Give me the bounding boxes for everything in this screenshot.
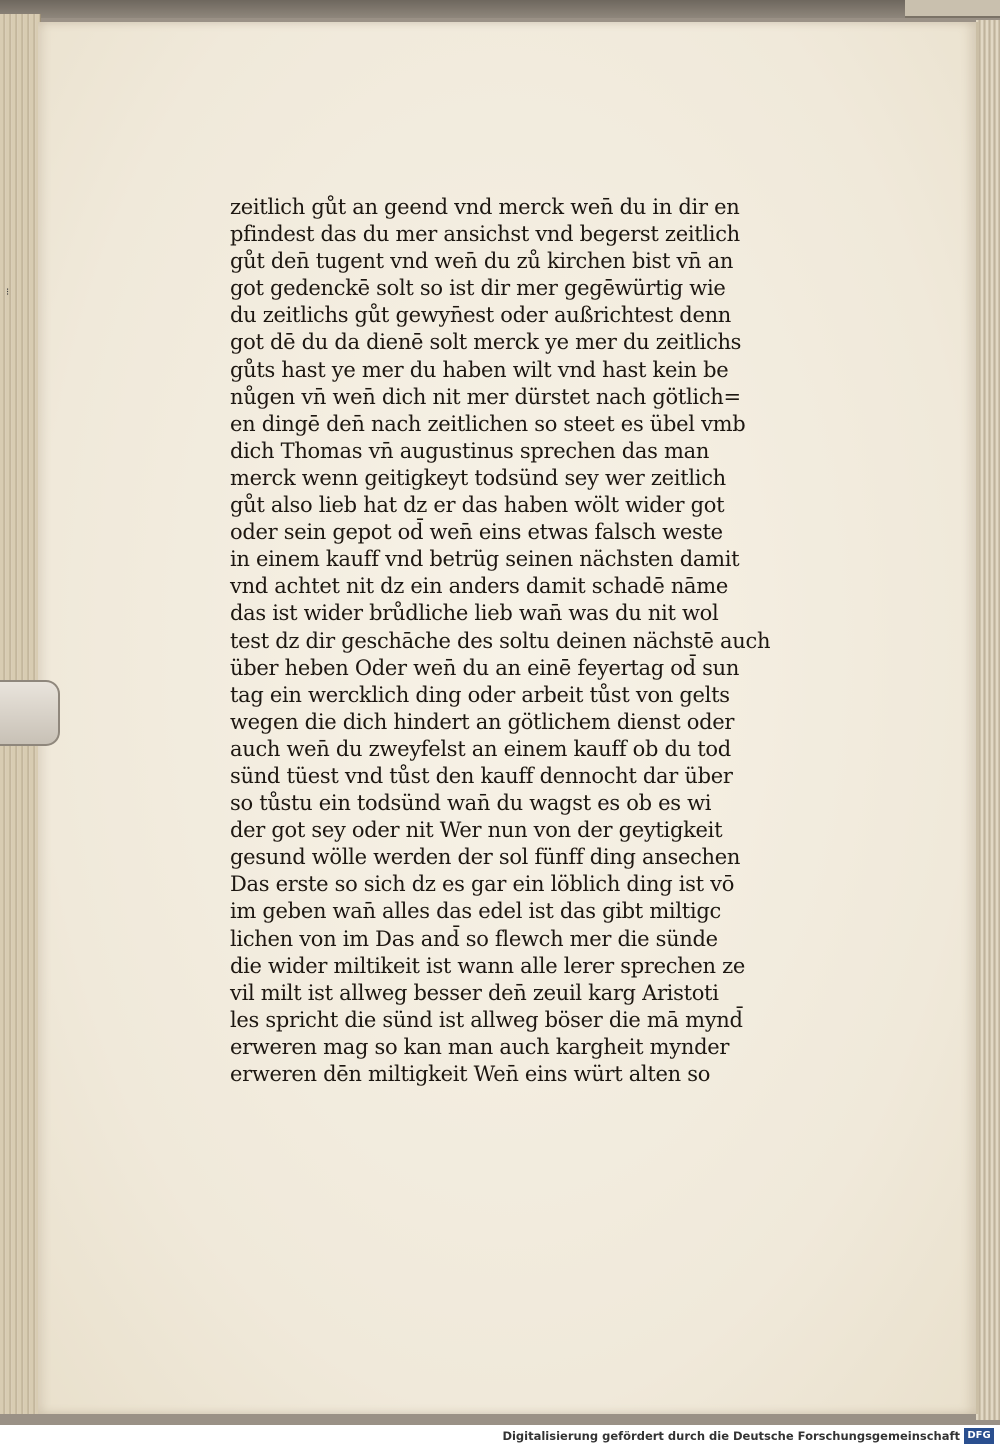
text-line: zeitlich gůt an geend vnd merck wen̄ du in dir en [230, 195, 740, 219]
text-line: en dingē den̄ nach zeitlichen so steet es übel vmb [230, 411, 746, 436]
top-binding-strip [0, 0, 1000, 18]
text-line: erweren dēn miltigkeit Wen̄ eins würt alten so [230, 1062, 711, 1086]
text-line: vil milt ist allweg besser den̄ zeuil karg Aristoti [230, 980, 719, 1005]
text-line: gůt also lieb hat dz er das haben wölt wider got [230, 493, 725, 518]
text-line: got gedenckē solt so ist dir mer gegēwürtig wie [230, 276, 726, 301]
text-line: so tůstu ein todsünd wan̄ du wagst es ob es wi [230, 791, 712, 816]
text-line: oder sein gepot od̄ wen̄ eins etwas falsch weste [230, 520, 723, 545]
margin-mark: ⁝ [6, 287, 10, 298]
text-line: gesund wölle werden der sol fünff ding ansechen [230, 845, 741, 870]
text-line: lichen von im Das and̄ so flewch mer die sünde [230, 926, 718, 951]
text-line: pfindest das du mer ansichst vnd begerst zeitlich [230, 222, 740, 247]
text-line: im geben wan̄ alles das edel ist das gibt miltigc [230, 899, 721, 924]
text-line: wegen die dich hindert an götlichem dienst oder [230, 709, 735, 734]
text-line: erweren mag so kan man auch kargheit mynder [230, 1034, 730, 1059]
text-line: du zeitlichs gůt gewyn̄est oder außrichtest denn [230, 303, 732, 328]
text-line: test dz dir geschāche des soltu deinen nächstē auch [230, 628, 771, 653]
text-line: gůts hast ye mer du haben wilt vnd hast kein be [230, 357, 729, 382]
top-page-edge [905, 0, 1000, 18]
text-line: tag ein wercklich ding oder arbeit tůst von gelts [230, 682, 730, 707]
text-line: die wider miltikeit ist wann alle lerer sprechen ze [230, 953, 746, 978]
text-line: das ist wider brůdliche lieb wan̄ was du nit wol [230, 601, 719, 626]
text-line: gůt den̄ tugent vnd wen̄ du zů kirchen bist vn̄ an [230, 249, 734, 274]
text-line: got dē du da dienē solt merck ye mer du zeitlichs [230, 330, 742, 355]
footer-bar [0, 1425, 1000, 1448]
page-clip [0, 680, 60, 746]
text-line: nůgen vn̄ wen̄ dich nit mer dürstet nach götlich= [230, 384, 741, 409]
right-page-edges [976, 20, 1000, 1420]
body-text [230, 194, 795, 1088]
funding-credit: Digitalisierung gefördert durch die Deutsche Forschungsgemeinschaft [502, 1429, 960, 1443]
text-line: les spricht die sünd ist allweg böser die mā mynd̄ [230, 1007, 743, 1032]
dfg-logo-icon: DFG [964, 1428, 994, 1444]
text-line: dich Thomas vn̄ augustinus sprechen das man [230, 438, 710, 463]
text-line: vnd achtet nit dz ein anders damit schadē nāme [230, 574, 729, 599]
text-line: merck wenn geitigkeyt todsünd sey wer zeitlich [230, 465, 726, 490]
text-line: in einem kauff vnd betrüg seinen nächsten damit [230, 547, 740, 572]
text-line: der got sey oder nit Wer nun von der geytigkeit [230, 818, 723, 843]
text-line: sünd tüest vnd tůst den kauff dennocht dar über [230, 763, 733, 788]
text-line: auch wen̄ du zweyfelst an einem kauff ob du tod [230, 736, 731, 761]
text-line: Das erste so sich dz es gar ein löblich ding ist vō [230, 872, 735, 897]
text-line: über heben Oder wen̄ du an einē feyertag od̄ sun [230, 655, 740, 680]
